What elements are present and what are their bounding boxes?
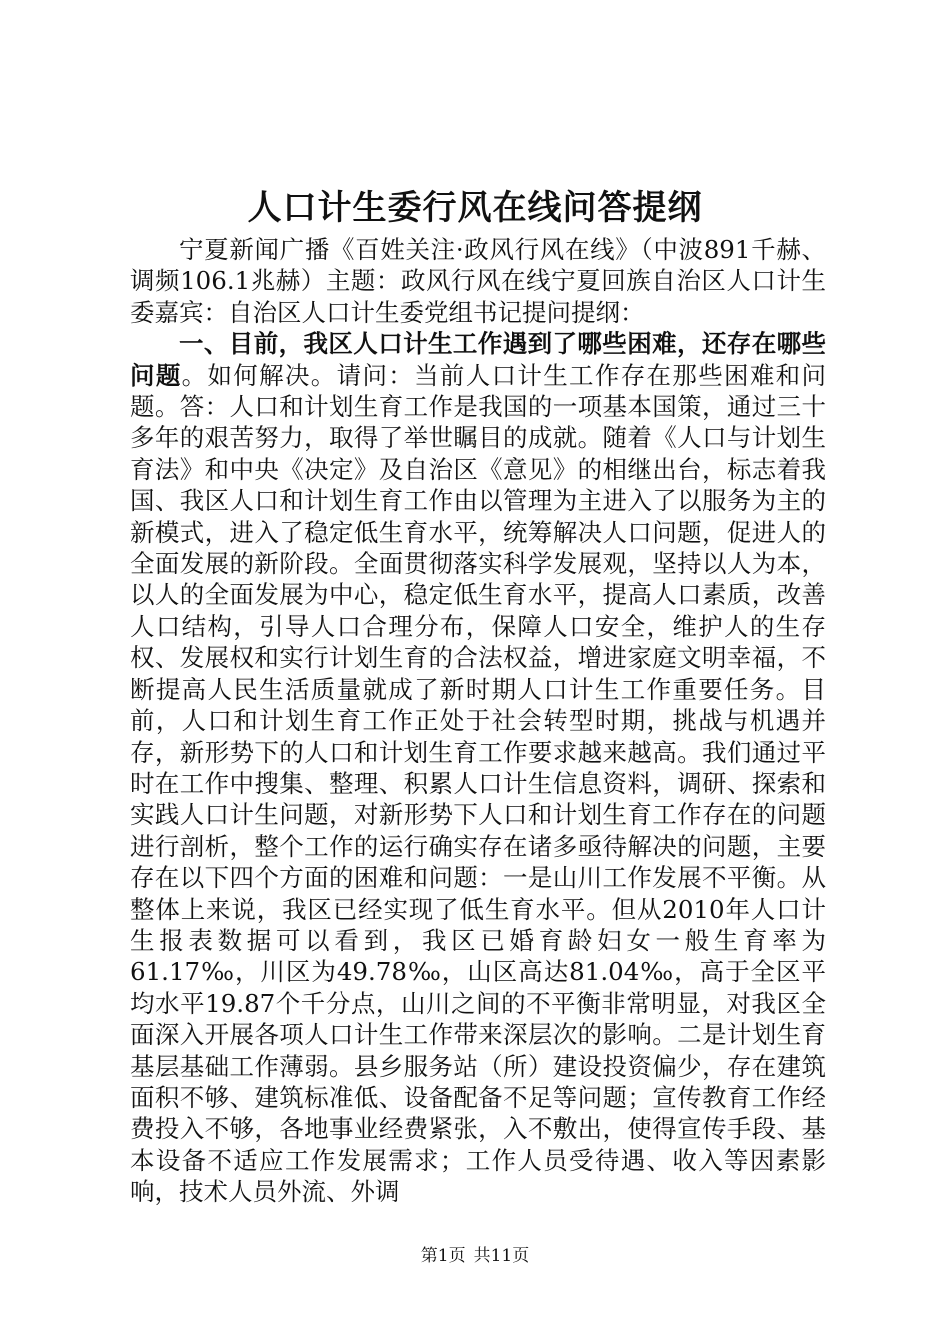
- page-footer: [0, 1244, 950, 1268]
- intro-paragraph: 宁夏新闻广播《百姓关注·政风行风在线》（中波891千赫、调频106.1兆赫）主题：政风行风在线宁夏回族自治区人口计生委嘉宾：自治区人口计生委党组书记提问提纲：: [130, 235, 826, 327]
- question-paragraph: [130, 328, 826, 1207]
- document-title: 人口计生委行风在线问答提纲: [247, 188, 703, 228]
- page-number: 第1页: [420, 1246, 466, 1266]
- question-heading: 一、目前，我区人口计生工作遇到了哪些困难，还存在哪些问题: [130, 329, 826, 390]
- page-total: 共11页: [473, 1246, 530, 1266]
- answer-text: 。如何解决。请问：当前人口计生工作存在那些困难和问题。答：人口和计划生育工作是我国的一项基本国策，通过三十多年的艰苦努力，取得了举世瞩目的成就。随着《人口与计划生育法》和中央《决定》及自治区《意见》的相继出台，标志着我国、我区人口和计划生育工作由以管理为主进入了以服务为主的新模式，进入了稳定低生育水平，统筹解决人口问题，促进人的全面发展的新阶段。全面贯彻落实科学发展观，坚持以人为本，以人的全面发展为中心，稳定低生育水平，提高人口素质，改善人口结构，引导人口合理分布，保障人口安全，维护人的生存权、发展权和实行计划生育的合法权益，增进家庭文明幸福，不断提高人民生活质量就成了新时期人口计生工作重要任务。目前，人口和计划生育工作正处于社会转型时期，挑战与机遇并存，新形势下的人口和计划生育工作要求越来越高。我们通过平时在工作中搜集、整理、积累人口计生信息资料，调研、探索和实践人口计生问题，对新形势下人口和计划生育工作存在的问题进行剖析，整个工作的运行确实存在诸多亟待解决的问题，主要存在以下四个方面的困难和问题：一是山川工作发展不平衡。从整体上来说，我区已经实现了低生育水平。但从2010年人口计生报表数据可以看到，我区已婚育龄妇女一般生育率为61.17‰，川区为49.78‰，山区高达81.04‰，高于全区平均水平19.87个千分点，山川之间的不平衡非常明显，对我区全面深入开展各项人口计生工作带来深层次的影响。二是计划生育基层基础工作薄弱。县乡服务站（所）建设投资偏少，存在建筑面积不够、建筑标准低、设备配备不足等问题；宣传教育工作经费投入不够，各地事业经费紧张，入不敷出，使得宣传手段、基本设备不适应工作发展需求；工作人员受待遇、收入等因素影响，技术人员外流、外调: [130, 360, 826, 1207]
- document-body: [130, 234, 826, 1208]
